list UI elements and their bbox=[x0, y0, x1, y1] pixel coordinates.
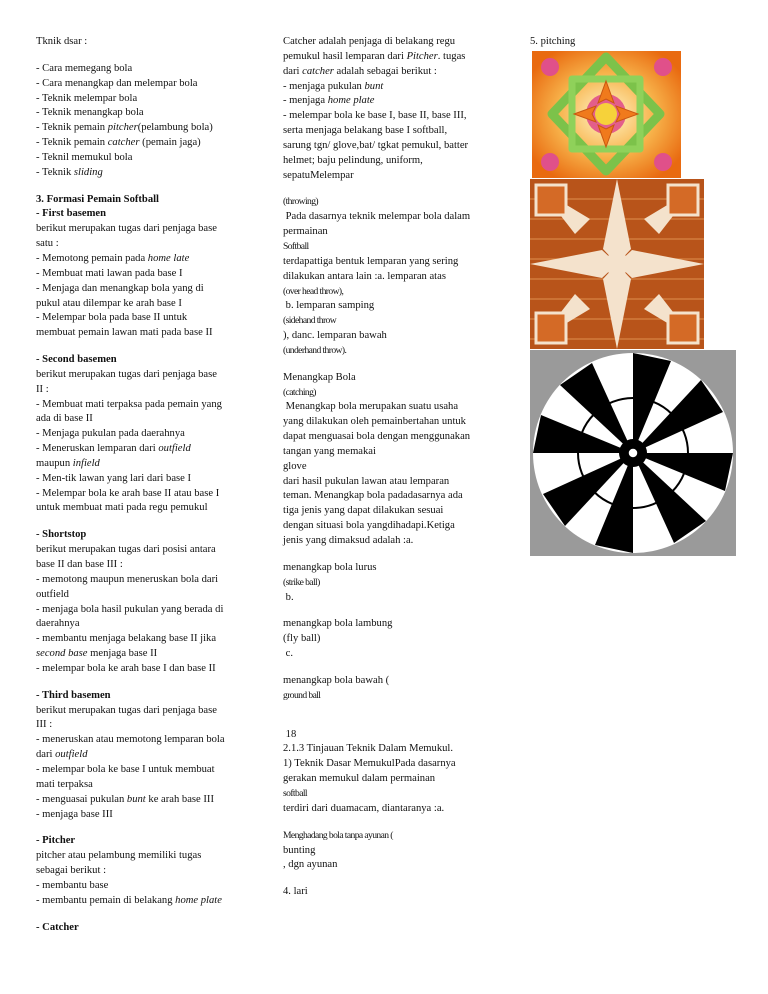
section-title: 3. Formasi Pemain Softball bbox=[36, 193, 159, 205]
text-line: helmet; baju pelindung, uniform, bbox=[283, 154, 423, 166]
text-line: - Menjaga dan menangkap bola yang di bbox=[36, 282, 204, 294]
text-line: - melempar bola ke base I, base II, base III, bbox=[283, 110, 467, 122]
text-line: - Men-tik lawan yang lari dari base I bbox=[36, 472, 192, 484]
text-line: tangan yang memakai bbox=[283, 445, 376, 457]
text-line: Catcher adalah penjaga di belakang regu bbox=[283, 36, 456, 47]
text-line: 4. lari bbox=[283, 886, 308, 898]
text-line: sarung tgn/ glove,bat/ tgkat pemukul, batter bbox=[283, 139, 469, 151]
list-item: - Teknik sliding bbox=[36, 166, 103, 178]
text-line: (over head throw), bbox=[283, 285, 344, 297]
text-line: glove bbox=[283, 460, 307, 472]
text-line: - memotong maupun meneruskan bola dari bbox=[36, 573, 219, 585]
text-line: - Memotong pemain pada home late bbox=[36, 252, 190, 264]
text-line: b. bbox=[283, 591, 294, 603]
text-line: - menguasai pukulan bunt ke arah base III bbox=[36, 793, 214, 805]
text-line: III : bbox=[36, 719, 53, 731]
text-line: Pada dasarnya teknik melempar bola dalam bbox=[283, 211, 471, 223]
middle-column bbox=[283, 35, 488, 900]
text-line: ), danc. lemparan bawah bbox=[283, 330, 387, 342]
text-line: 1) Teknik Dasar MemukulPada dasarnya bbox=[283, 758, 456, 770]
text-line: gerakan memukul dalam permainan bbox=[283, 773, 436, 785]
subsection-title: - First basemen bbox=[36, 208, 107, 220]
text-line: Softball bbox=[283, 240, 309, 252]
right-column bbox=[530, 35, 730, 556]
text-line: daerahnya bbox=[36, 618, 80, 630]
heading-teknik-dasar: Tknik dsar : bbox=[36, 36, 88, 47]
text-line: - Meneruskan lemparan dari outfield bbox=[36, 443, 191, 455]
text-line: c. bbox=[283, 648, 294, 660]
text-line: serta menjaga belakang base I softball, bbox=[283, 125, 448, 137]
text-line: - Melempar bola ke arah base II atau base I bbox=[36, 487, 220, 499]
list-item: - Cara menangkap dan melempar bola bbox=[36, 77, 198, 89]
text-line: menangkap bola lambung bbox=[283, 618, 393, 630]
text-line: (sidehand throw bbox=[283, 315, 337, 327]
pitching-label: 5. pitching bbox=[530, 36, 576, 47]
text-line: menangkap bola bawah ( bbox=[283, 674, 390, 686]
text-line: dari catcher adalah sebagai berikut : bbox=[283, 65, 437, 77]
subsection-title: - Third basemen bbox=[36, 689, 111, 701]
list-item: - Teknil memukul bola bbox=[36, 151, 133, 163]
text-line: jenis yang dimaksud adalah :a. bbox=[283, 535, 414, 546]
text-line: dari outfield bbox=[36, 749, 88, 761]
text-line: pitcher atau pelambung memiliki tugas bbox=[36, 850, 202, 862]
text-line: - menjaga base III bbox=[36, 808, 113, 820]
text-line: - Menjaga pukulan pada daerahnya bbox=[36, 428, 185, 440]
text-line: dengan situasi bola yangdihadapi.Ketiga bbox=[283, 520, 455, 532]
text-line: - membantu base bbox=[36, 879, 109, 891]
text-line: Menghadang bola tanpa ayunan ( bbox=[283, 829, 393, 841]
list-item: - Teknik melempar bola bbox=[36, 92, 138, 104]
text-line: - Membuat mati terpaksa pada pemain yang bbox=[36, 398, 222, 410]
text-line: Menangkap bola merupakan suatu usaha bbox=[283, 401, 459, 413]
text-line: - melempar bola ke arah base I dan base II bbox=[36, 662, 216, 674]
text-line: terdiri dari duamacam, diantaranya :a. bbox=[283, 802, 445, 814]
brown-geometric-image bbox=[530, 179, 704, 349]
list-item: - Teknik menangkap bola bbox=[36, 107, 144, 119]
text-line: yang dilakukan oleh pemainbertahan untuk bbox=[283, 416, 466, 428]
text-line: - Membuat mati lawan pada base I bbox=[36, 267, 183, 279]
text-line: maupun infield bbox=[36, 457, 100, 469]
text-line: dari hasil pukulan lawan atau lemparan bbox=[283, 475, 450, 487]
list-item: - Cara memegang bola bbox=[36, 62, 133, 74]
text-line: outfield bbox=[36, 588, 69, 600]
text-line: berikut merupakan tugas dari penjaga base bbox=[36, 704, 217, 716]
text-line: II : bbox=[36, 383, 49, 395]
text-line: satu : bbox=[36, 238, 59, 250]
text-line: ground ball bbox=[283, 689, 321, 701]
text-line: - meneruskan atau memotong lemparan bola bbox=[36, 734, 225, 746]
text-line: - menjaga pukulan bunt bbox=[283, 80, 384, 92]
text-line: 2.1.3 Tinjauan Teknik Dalam Memukul. bbox=[283, 743, 454, 755]
text-line: (throwing) bbox=[283, 196, 319, 208]
text-line: mati terpaksa bbox=[36, 778, 93, 790]
text-line: dapat menguasai bola dengan menggunakan bbox=[283, 431, 471, 443]
subsection-title: - Shortstop bbox=[36, 529, 87, 541]
text-line: berikut merupakan tugas dari penjaga base bbox=[36, 368, 217, 380]
text-line: permainan bbox=[283, 226, 328, 238]
text-line: tiga jenis yang dapat dilakukan sesuai bbox=[283, 505, 444, 517]
text-line: - melempar bola ke base I untuk membuat bbox=[36, 763, 215, 775]
text-line: (underhand throw). bbox=[283, 344, 347, 356]
text-line: berikut merupakan tugas dari posisi antara bbox=[36, 544, 216, 556]
text-line: second base menjaga base II bbox=[36, 648, 158, 660]
black-white-kaleidoscope-image bbox=[530, 350, 736, 556]
page-number: 18 bbox=[283, 728, 297, 740]
text-line: - menjaga home plate bbox=[283, 95, 375, 107]
subsection-title: - Pitcher bbox=[36, 835, 76, 847]
subsection-title: - Second basemen bbox=[36, 354, 117, 366]
text-line: (catching) bbox=[283, 386, 316, 398]
text-line: untuk membuat mati pada regu pemukul bbox=[36, 502, 208, 514]
left-column bbox=[36, 35, 246, 935]
text-line: - Melempar bola pada base II untuk bbox=[36, 312, 188, 324]
text-line: - menjaga bola hasil pukulan yang berada di bbox=[36, 603, 224, 615]
orange-mandala-image bbox=[532, 51, 681, 178]
text-line: , dgn ayunan bbox=[283, 859, 338, 871]
text-line: Menangkap Bola bbox=[283, 371, 356, 383]
text-line: base II dan base III : bbox=[36, 559, 123, 570]
text-line: menangkap bola lurus bbox=[283, 561, 377, 573]
text-line: (strike ball) bbox=[283, 576, 320, 588]
text-line: b. lemparan samping bbox=[283, 300, 375, 312]
text-line: - membantu menjaga belakang base II jika bbox=[36, 633, 217, 645]
text-line: pemukul hasil lemparan dari Pitcher. tugas bbox=[283, 50, 466, 62]
text-line: terdapattiga bentuk lemparan yang sering bbox=[283, 255, 459, 267]
text-line: teman. Menangkap bola padadasarnya ada bbox=[283, 490, 463, 502]
text-line: sepatuMelempar bbox=[283, 169, 354, 181]
text-line: dilakukan antara lain :a. lemparan atas bbox=[283, 270, 446, 282]
text-line: ada di base II bbox=[36, 413, 93, 425]
text-line: sebagai berikut : bbox=[36, 865, 107, 877]
text-line: pukul atau dilempar ke arah base I bbox=[36, 297, 182, 309]
text-line: (fly ball) bbox=[283, 633, 321, 645]
list-item: - Teknik pemain catcher (pemain jaga) bbox=[36, 137, 201, 149]
text-line: bunting bbox=[283, 844, 316, 856]
text-line: berikut merupakan tugas dari penjaga base bbox=[36, 223, 217, 235]
list-item: - Teknik pemain pitcher(pelambung bola) bbox=[36, 122, 213, 134]
text-line: softball bbox=[283, 787, 307, 799]
text-line: membuat pemain lawan mati pada base II bbox=[36, 327, 213, 339]
text-line: - membantu pemain di belakang home plate bbox=[36, 894, 222, 906]
subsection-title: - Catcher bbox=[36, 921, 79, 933]
